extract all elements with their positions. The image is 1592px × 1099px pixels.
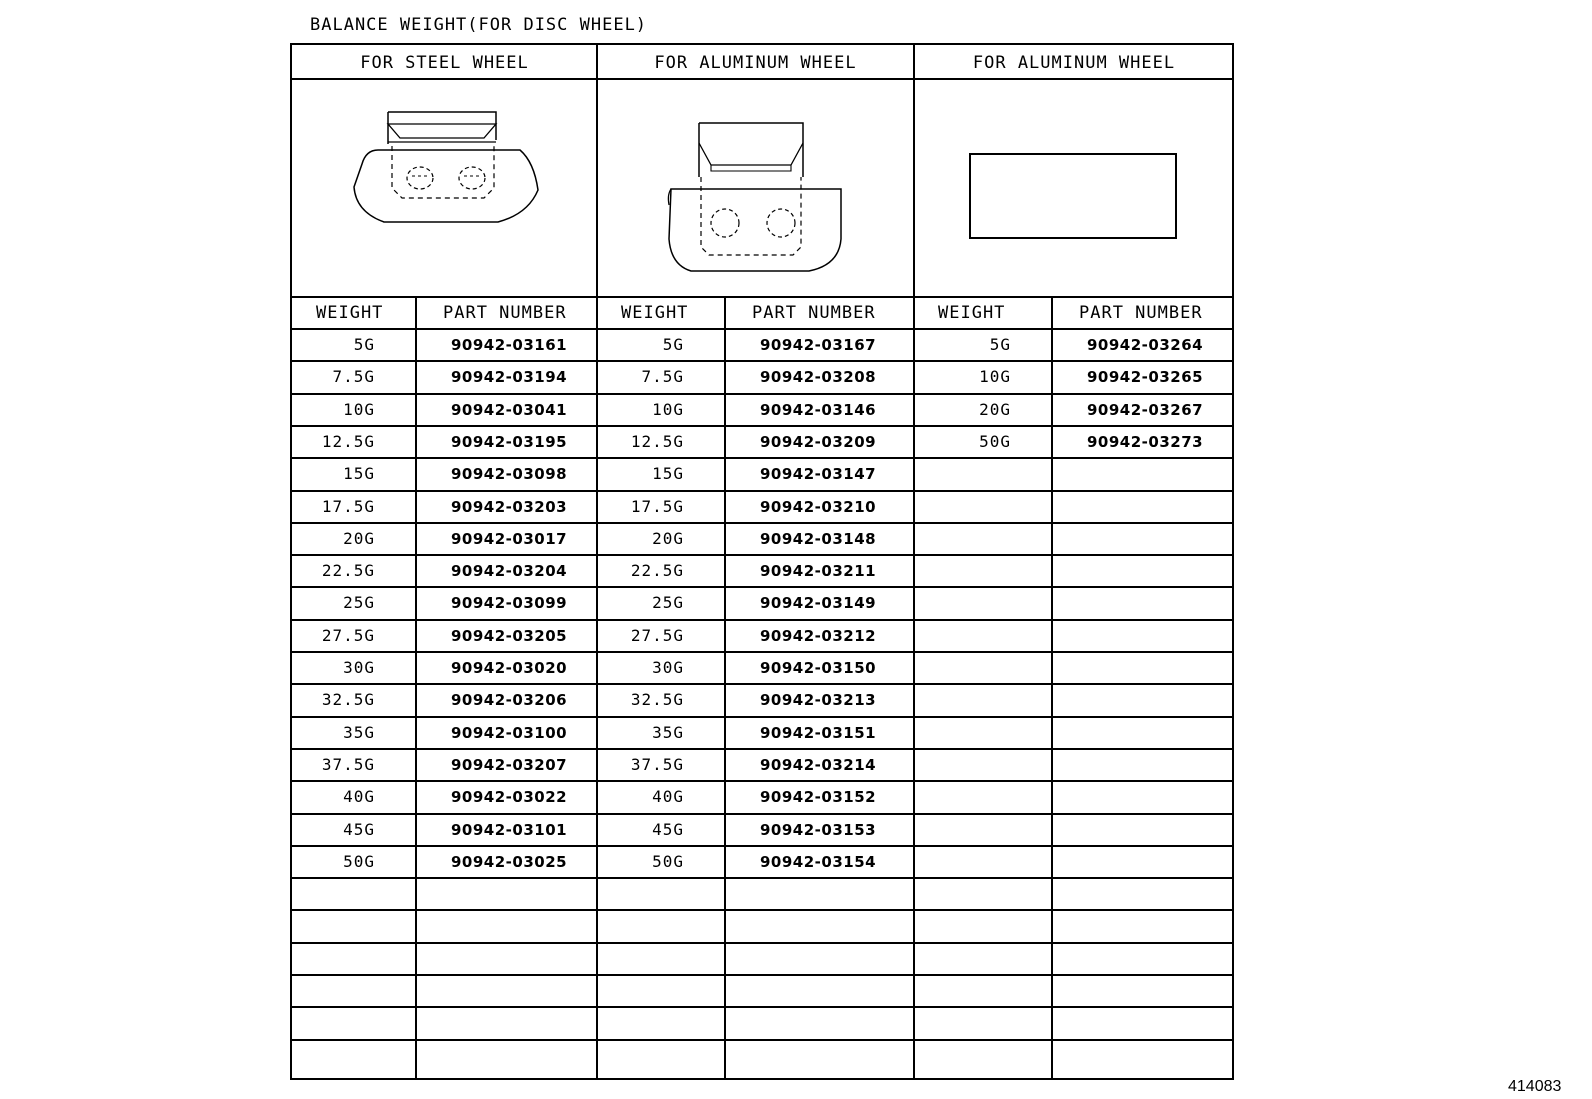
part-number-cell: 90942-03017 bbox=[451, 530, 568, 548]
part-number-cell: 90942-03041 bbox=[451, 401, 568, 419]
weight-cell: 20G bbox=[652, 529, 684, 548]
grid-hline bbox=[292, 1006, 1232, 1008]
group-header-1: FOR STEEL WHEEL bbox=[360, 53, 529, 73]
balance-weight-table bbox=[290, 43, 1234, 1080]
part-number-cell: 90942-03146 bbox=[760, 401, 877, 419]
part-number-cell: 90942-03153 bbox=[760, 821, 877, 839]
grid-vline bbox=[913, 45, 915, 1078]
weight-cell: 5G bbox=[353, 335, 375, 354]
part-number-cell: 90942-03195 bbox=[451, 433, 568, 451]
page-title: BALANCE WEIGHT(FOR DISC WHEEL) bbox=[310, 15, 648, 35]
weight-cell: 5G bbox=[662, 335, 684, 354]
part-number-cell: 90942-03209 bbox=[760, 433, 877, 451]
part-number-cell: 90942-03265 bbox=[1087, 368, 1204, 386]
grid-vline bbox=[1051, 296, 1053, 1078]
part-number-cell: 90942-03210 bbox=[760, 498, 877, 516]
part-number-cell: 90942-03147 bbox=[760, 465, 877, 483]
weight-cell: 50G bbox=[343, 852, 375, 871]
part-number-cell: 90942-03167 bbox=[760, 336, 877, 354]
part-number-cell: 90942-03267 bbox=[1087, 401, 1204, 419]
weight-cell: 45G bbox=[343, 820, 375, 839]
weight-cell: 10G bbox=[979, 367, 1011, 386]
part-number-cell: 90942-03212 bbox=[760, 627, 877, 645]
weight-cell: 40G bbox=[652, 787, 684, 806]
part-number-cell: 90942-03211 bbox=[760, 562, 877, 580]
part-number-column-header: PART NUMBER bbox=[443, 303, 567, 323]
part-number-cell: 90942-03264 bbox=[1087, 336, 1204, 354]
weight-cell: 12.5G bbox=[630, 432, 684, 451]
weight-cell: 37.5G bbox=[321, 755, 375, 774]
weight-cell: 20G bbox=[979, 400, 1011, 419]
part-number-cell: 90942-03101 bbox=[451, 821, 568, 839]
weight-cell: 30G bbox=[343, 658, 375, 677]
part-number-cell: 90942-03273 bbox=[1087, 433, 1204, 451]
weight-cell: 10G bbox=[652, 400, 684, 419]
weight-cell: 17.5G bbox=[321, 497, 375, 516]
grid-hline bbox=[292, 1039, 1232, 1041]
adhesive-weight-illustration bbox=[968, 152, 1180, 242]
weight-cell: 25G bbox=[652, 593, 684, 612]
group-header-2: FOR ALUMINUM WHEEL bbox=[654, 53, 857, 73]
grid-vline bbox=[724, 296, 726, 1078]
grid-hline bbox=[292, 942, 1232, 944]
part-number-cell: 90942-03205 bbox=[451, 627, 568, 645]
weight-cell: 22.5G bbox=[630, 561, 684, 580]
weight-cell: 37.5G bbox=[630, 755, 684, 774]
part-number-cell: 90942-03161 bbox=[451, 336, 568, 354]
part-number-cell: 90942-03151 bbox=[760, 724, 877, 742]
weight-cell: 5G bbox=[989, 335, 1011, 354]
part-number-cell: 90942-03213 bbox=[760, 691, 877, 709]
weight-cell: 7.5G bbox=[641, 367, 684, 386]
weight-column-header: WEIGHT bbox=[316, 303, 384, 323]
weight-cell: 10G bbox=[343, 400, 375, 419]
weight-cell: 15G bbox=[652, 464, 684, 483]
weight-cell: 20G bbox=[343, 529, 375, 548]
part-number-cell: 90942-03204 bbox=[451, 562, 568, 580]
part-number-cell: 90942-03194 bbox=[451, 368, 568, 386]
weight-cell: 50G bbox=[979, 432, 1011, 451]
part-number-cell: 90942-03100 bbox=[451, 724, 568, 742]
grid-hline bbox=[292, 78, 1232, 80]
weight-cell: 25G bbox=[343, 593, 375, 612]
weight-cell: 12.5G bbox=[321, 432, 375, 451]
part-number-cell: 90942-03098 bbox=[451, 465, 568, 483]
part-number-cell: 90942-03203 bbox=[451, 498, 568, 516]
weight-cell: 35G bbox=[343, 723, 375, 742]
grid-hline bbox=[292, 296, 1232, 298]
weight-column-header: WEIGHT bbox=[621, 303, 689, 323]
part-number-cell: 90942-03150 bbox=[760, 659, 877, 677]
weight-cell: 40G bbox=[343, 787, 375, 806]
part-number-cell: 90942-03207 bbox=[451, 756, 568, 774]
grid-hline bbox=[292, 909, 1232, 911]
weight-cell: 7.5G bbox=[332, 367, 375, 386]
weight-cell: 32.5G bbox=[630, 690, 684, 709]
part-number-cell: 90942-03022 bbox=[451, 788, 568, 806]
part-number-column-header: PART NUMBER bbox=[1079, 303, 1203, 323]
part-number-cell: 90942-03149 bbox=[760, 594, 877, 612]
weight-cell: 27.5G bbox=[630, 626, 684, 645]
weight-cell: 50G bbox=[652, 852, 684, 871]
weight-cell: 22.5G bbox=[321, 561, 375, 580]
diagram-id: 414083 bbox=[1508, 1078, 1562, 1095]
aluminum-clip-weight-illustration bbox=[661, 115, 851, 275]
part-number-cell: 90942-03208 bbox=[760, 368, 877, 386]
grid-hline bbox=[292, 974, 1232, 976]
steel-clip-weight-illustration bbox=[348, 102, 548, 232]
part-number-cell: 90942-03148 bbox=[760, 530, 877, 548]
weight-cell: 17.5G bbox=[630, 497, 684, 516]
weight-cell: 45G bbox=[652, 820, 684, 839]
weight-cell: 27.5G bbox=[321, 626, 375, 645]
part-number-cell: 90942-03154 bbox=[760, 853, 877, 871]
part-number-cell: 90942-03152 bbox=[760, 788, 877, 806]
part-number-cell: 90942-03099 bbox=[451, 594, 568, 612]
grid-vline bbox=[415, 296, 417, 1078]
weight-cell: 15G bbox=[343, 464, 375, 483]
weight-cell: 30G bbox=[652, 658, 684, 677]
group-header-3: FOR ALUMINUM WHEEL bbox=[972, 53, 1176, 73]
weight-cell: 32.5G bbox=[321, 690, 375, 709]
part-number-cell: 90942-03020 bbox=[451, 659, 568, 677]
part-number-cell: 90942-03025 bbox=[451, 853, 568, 871]
part-number-cell: 90942-03214 bbox=[760, 756, 877, 774]
part-number-cell: 90942-03206 bbox=[451, 691, 568, 709]
weight-cell: 35G bbox=[652, 723, 684, 742]
weight-column-header: WEIGHT bbox=[938, 303, 1006, 323]
part-number-column-header: PART NUMBER bbox=[752, 303, 876, 323]
